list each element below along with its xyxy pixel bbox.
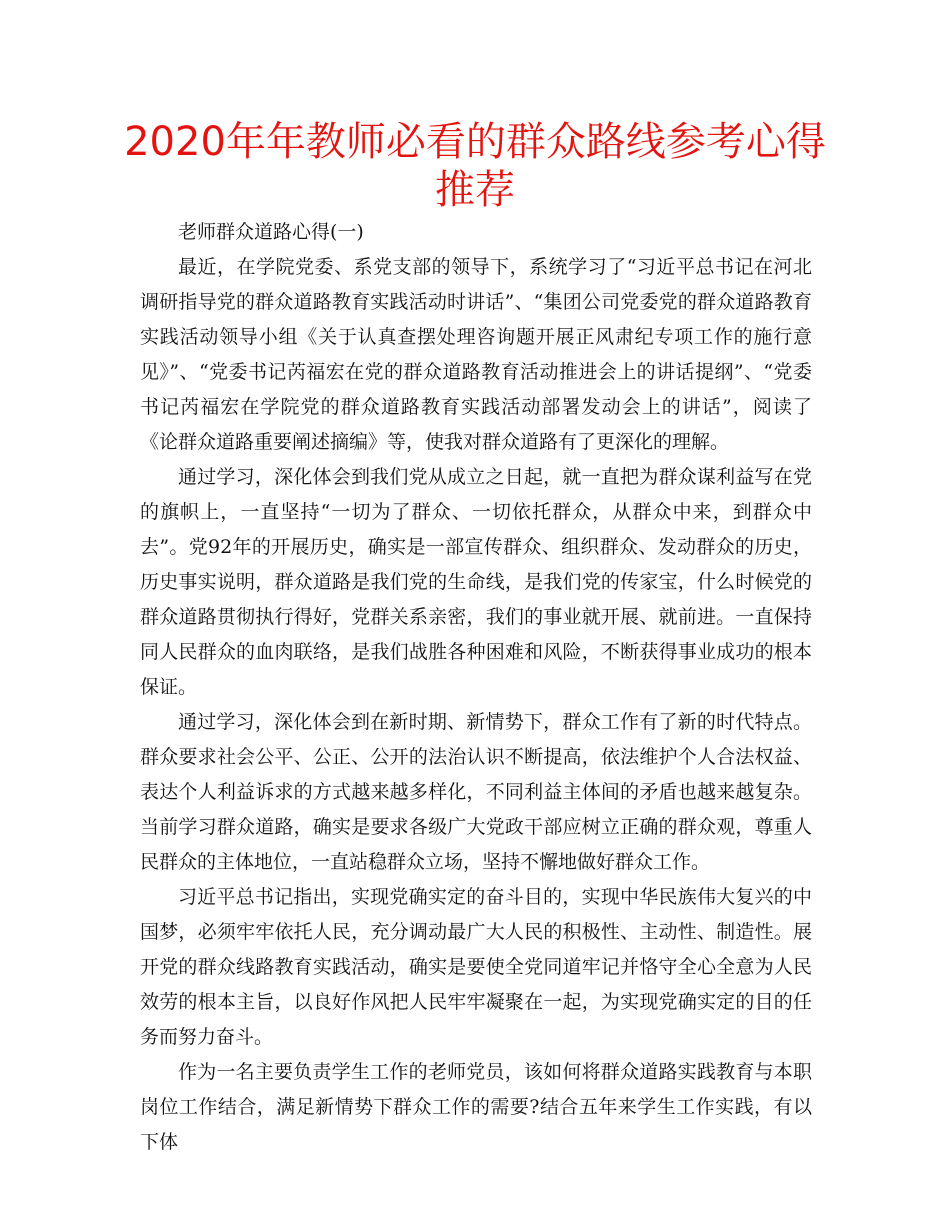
section-heading: 老师群众道路心得(一) (178, 221, 364, 243)
document-title: 2020年年教师必看的群众路线参考心得推荐 (124, 119, 826, 213)
paragraph: 作为一名主要负责学生工作的老师党员，该如何将群众道路实践教育与本职岗位工作结合，满足新情势下群众工作的需要?结合五年来学生工作实践，有以下体 (140, 1061, 812, 1153)
paragraph: 通过学习，深化体会到在新时期、新情势下，群众工作有了新的时代特点。群众要求社会公平、公正、公开的法治认识不断提高，依法维护个人合法权益、表达个人利益诉求的方式越来越多样化，不同利益主体间的矛盾也越来越复杂。当前学习群众道路，确实是要求各级广大党政干部应树立正确的群众观，尊重人民群众的主体地位，一直站稳群众立场，坚持不懈地做好群众工作。 (140, 711, 812, 873)
paragraph: 最近，在学院党委、系党支部的领导下，系统学习了“习近平总书记在河北调研指导党的群众道路教育实践活动时讲话”、“集团公司党委党的群众道路教育实践活动领导小组《关于认真查摆处理咨询题开展正风肃纪专项工作的施行意见》”、“党委书记芮福宏在党的群众道路教育活动推进会上的讲话提纲”、“党委书记芮福宏在学院党的群众道路教育实践活动部署发动会上的讲话”，阅读了《论群众道路重要阐述摘编》等，使我对群众道路有了更深化的理解。 (140, 256, 812, 453)
document-body (140, 215, 812, 1160)
paragraph: 习近平总书记指出，实现党确实定的奋斗目的，实现中华民族伟大复兴的中国梦，必须牢牢依托人民，充分调动最广大人民的积极性、主动性、制造性。展开党的群众线路教育实践活动，确实是要使全党同道牢记并恪守全心全意为人民效劳的根本主旨，以良好作风把人民牢牢凝聚在一起，为实现党确实定的目的任务而努力奋斗。 (140, 886, 812, 1048)
paragraph: 通过学习，深化体会到我们党从成立之日起，就一直把为群众谋利益写在党的旗帜上，一直坚持“一切为了群众、一切依托群众，从群众中来，到群众中去”。党92年的开展历史，确实是一部宣传群众、组织群众、发动群众的历史，历史事实说明，群众道路是我们党的生命线，是我们党的传家宝，什么时候党的群众道路贯彻执行得好，党群关系亲密，我们的事业就开展、就前进。一直保持同人民群众的血肉联络，是我们战胜各种困难和风险，不断获得事业成功的根本保证。 (140, 466, 812, 698)
